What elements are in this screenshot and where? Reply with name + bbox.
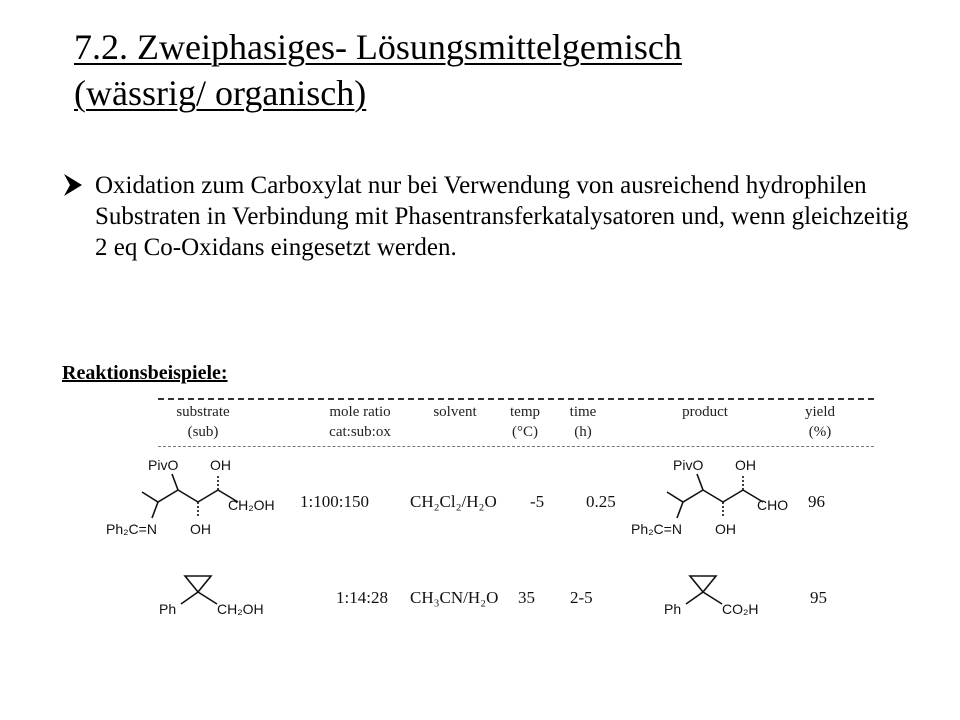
- slide-title: [74, 24, 934, 116]
- header-substrate: substrate (sub): [176, 404, 230, 440]
- bullet-text: Oxidation zum Carboxylat nur bei Verwendung von ausreichend hydrophilen Substraten in Verbindung mit Phasentransferkatalysatoren und, wenn gleichzeitig 2 eq Co-Oxidans eingesetzt werden.: [95, 172, 909, 261]
- product-structure-2: [660, 562, 790, 626]
- svg-text:OH: OH: [735, 457, 756, 473]
- row1-mole-ratio: 1:100:150: [300, 492, 369, 511]
- header-time: time (h): [569, 404, 597, 440]
- table-header-rule: [158, 446, 874, 447]
- svg-text:Ph₂C=N: Ph₂C=N: [106, 521, 157, 537]
- row2-yield: 95: [810, 588, 827, 607]
- row1-yield: 96: [808, 492, 825, 511]
- svg-text:Ph₂C=N: Ph₂C=N: [631, 521, 682, 537]
- svg-text:Ph: Ph: [159, 601, 177, 617]
- header-mole-ratio: mole ratio cat:sub:ox: [329, 404, 391, 440]
- svg-text:CH₂OH: CH₂OH: [217, 601, 264, 617]
- row1-temp: -5: [530, 492, 545, 511]
- row1-solvent: CH₂Cl₂/H₂O: [410, 492, 497, 511]
- svg-text:PivO: PivO: [673, 457, 704, 473]
- svg-text:Ph: Ph: [664, 601, 682, 617]
- svg-text:CHO: CHO: [757, 497, 789, 513]
- row2-temp: 35: [518, 588, 535, 607]
- svg-text:OH: OH: [210, 457, 231, 473]
- row2-time: 2-5: [570, 588, 593, 607]
- row2-mole-ratio: 1:14:28: [336, 588, 388, 607]
- svg-text:PivO: PivO: [148, 457, 179, 473]
- svg-text:CH₂OH: CH₂OH: [228, 497, 275, 513]
- header-product: product: [682, 404, 728, 420]
- arrow-bullet-icon: [62, 172, 84, 198]
- reaction-table: [100, 392, 880, 652]
- title-line-1: 7.2. Zweiphasiges- Lösungsmittelgemisch: [74, 27, 682, 67]
- bullet-point: [62, 170, 922, 263]
- svg-text:CO₂H: CO₂H: [722, 601, 759, 617]
- table-top-rule: [158, 398, 874, 400]
- section-label: Reaktionsbeispiele:: [62, 362, 228, 384]
- substrate-structure-2: [155, 562, 295, 626]
- svg-text:OH: OH: [190, 521, 211, 537]
- row2-solvent: CH₃CN/H₂O: [410, 588, 499, 607]
- title-line-2: (wässrig/ organisch): [74, 73, 367, 113]
- header-solvent: solvent: [433, 404, 477, 420]
- header-temp: temp (°C): [510, 404, 540, 440]
- substrate-structure-1: [100, 454, 290, 544]
- row1-time: 0.25: [586, 492, 616, 511]
- product-structure-1: [625, 454, 795, 544]
- header-yield: yield (%): [805, 404, 835, 440]
- svg-text:OH: OH: [715, 521, 736, 537]
